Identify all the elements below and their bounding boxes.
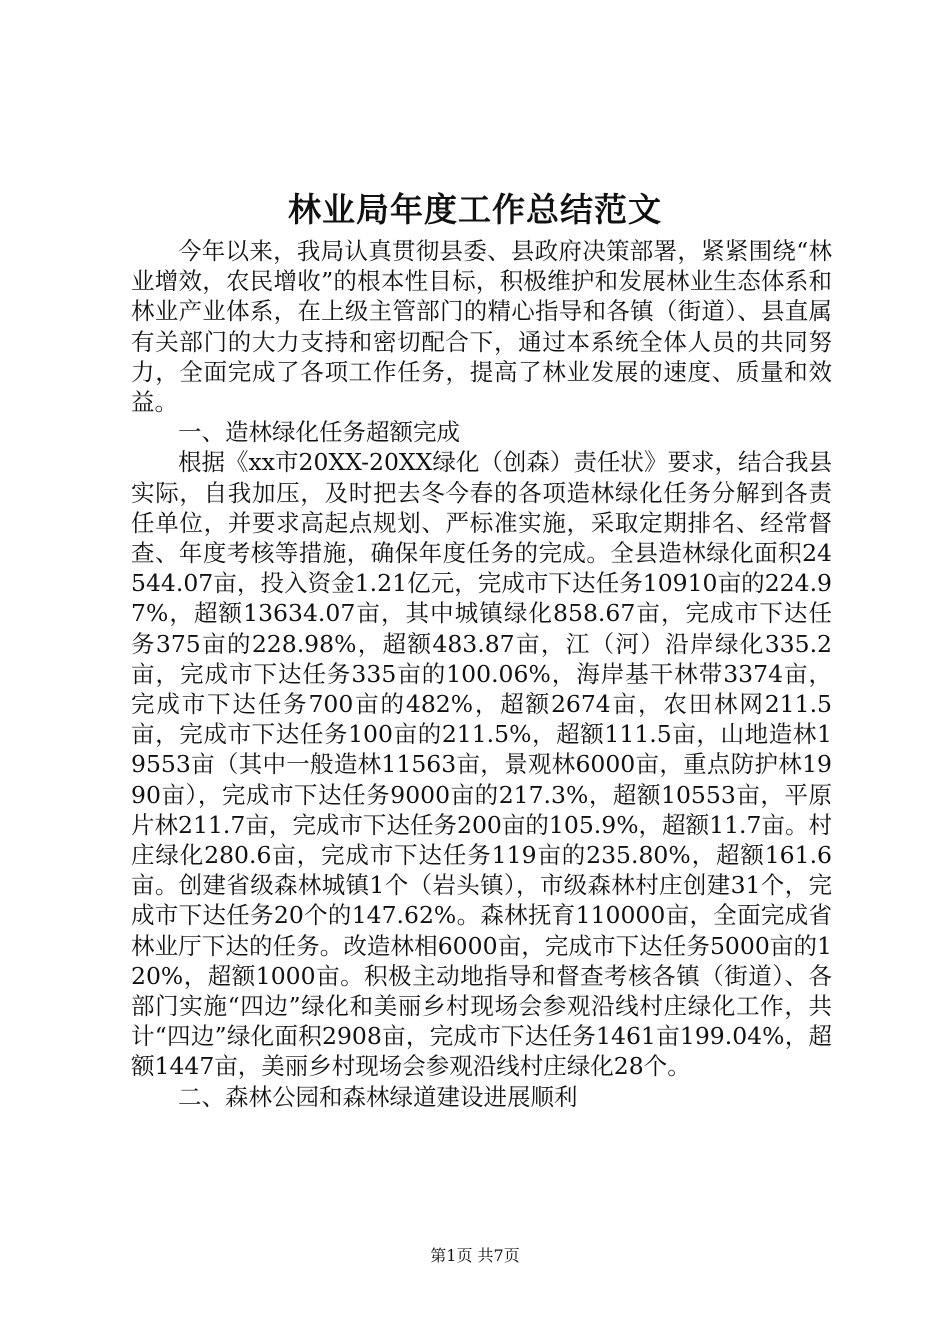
intro-paragraph: 今年以来，我局认真贯彻县委、县政府决策部署，紧紧围绕“林业增效，农民增收”的根本性目标，积极维护和发展林业生态体系和林业产业体系，在上级主管部门的精心指导和各镇（街道）、县直属有关部门的大力支持和密切配合下，通过本系统全体人员的共同努力，全面完成了各项工作任务，提高了林业发展的速度、质量和效益。 [131, 237, 832, 417]
section-heading-1: 一、造林绿化任务超额完成 [178, 418, 460, 447]
document-body [131, 236, 832, 1112]
document-title: 林业局年度工作总结范文 [288, 190, 662, 229]
section-1-paragraph: 根据《xx市20XX-20XX绿化（创森）责任状》要求，结合我县实际，自我加压，及时把去冬今春的各项造林绿化任务分解到各责任单位，并要求高起点规划、严标准实施，采取定期排名、经常督查、年度考核等措施，确保年度任务的完成。全县造林绿化面积24544.07亩，投入资金1.21亿元，完成市下达任务10910亩的224.97%，超额13634.07亩，其中城镇绿化858.67亩，完成市下达任务375亩的228.98%，超额483.87亩，江（河）沿岸绿化335.2亩，完成市下达任务335亩的100.06%，海岸基干林带3374亩，完成市下达任务700亩的482%，超额2674亩，农田林网211.5亩，完成市下达任务100亩的211.5%，超额111.5亩，山地造林19553亩（其中一般造林11563亩，景观林6000亩，重点防护林1990亩），完成市下达任务9000亩的217.3%，超额10553亩，平原片林211.7亩，完成市下达任务200亩的105.9%，超额11.7亩。村庄绿化280.6亩，完成市下达任务119亩的235.80%，超额161.6亩。创建省级森林城镇1个（岩头镇），市级森林村庄创建31个，完成市下达任务20个的147.62%。森林抚育110000亩，全面完成省林业厅下达的任务。改造林相6000亩，完成市下达任务5000亩的120%，超额1000亩。积极主动地指导和督查考核各镇（街道）、各部门实施“四边”绿化和美丽乡村现场会参观沿线村庄绿化工作，共计“四边”绿化面积2908亩，完成市下达任务1461亩199.04%，超额1447亩，美丽乡村现场会参观沿线村庄绿化28个。 [131, 448, 832, 1081]
section-heading-2: 二、森林公园和森林绿道建设进展顺利 [178, 1082, 578, 1111]
page-number-footer: 第1页 共7页 [430, 1246, 520, 1265]
